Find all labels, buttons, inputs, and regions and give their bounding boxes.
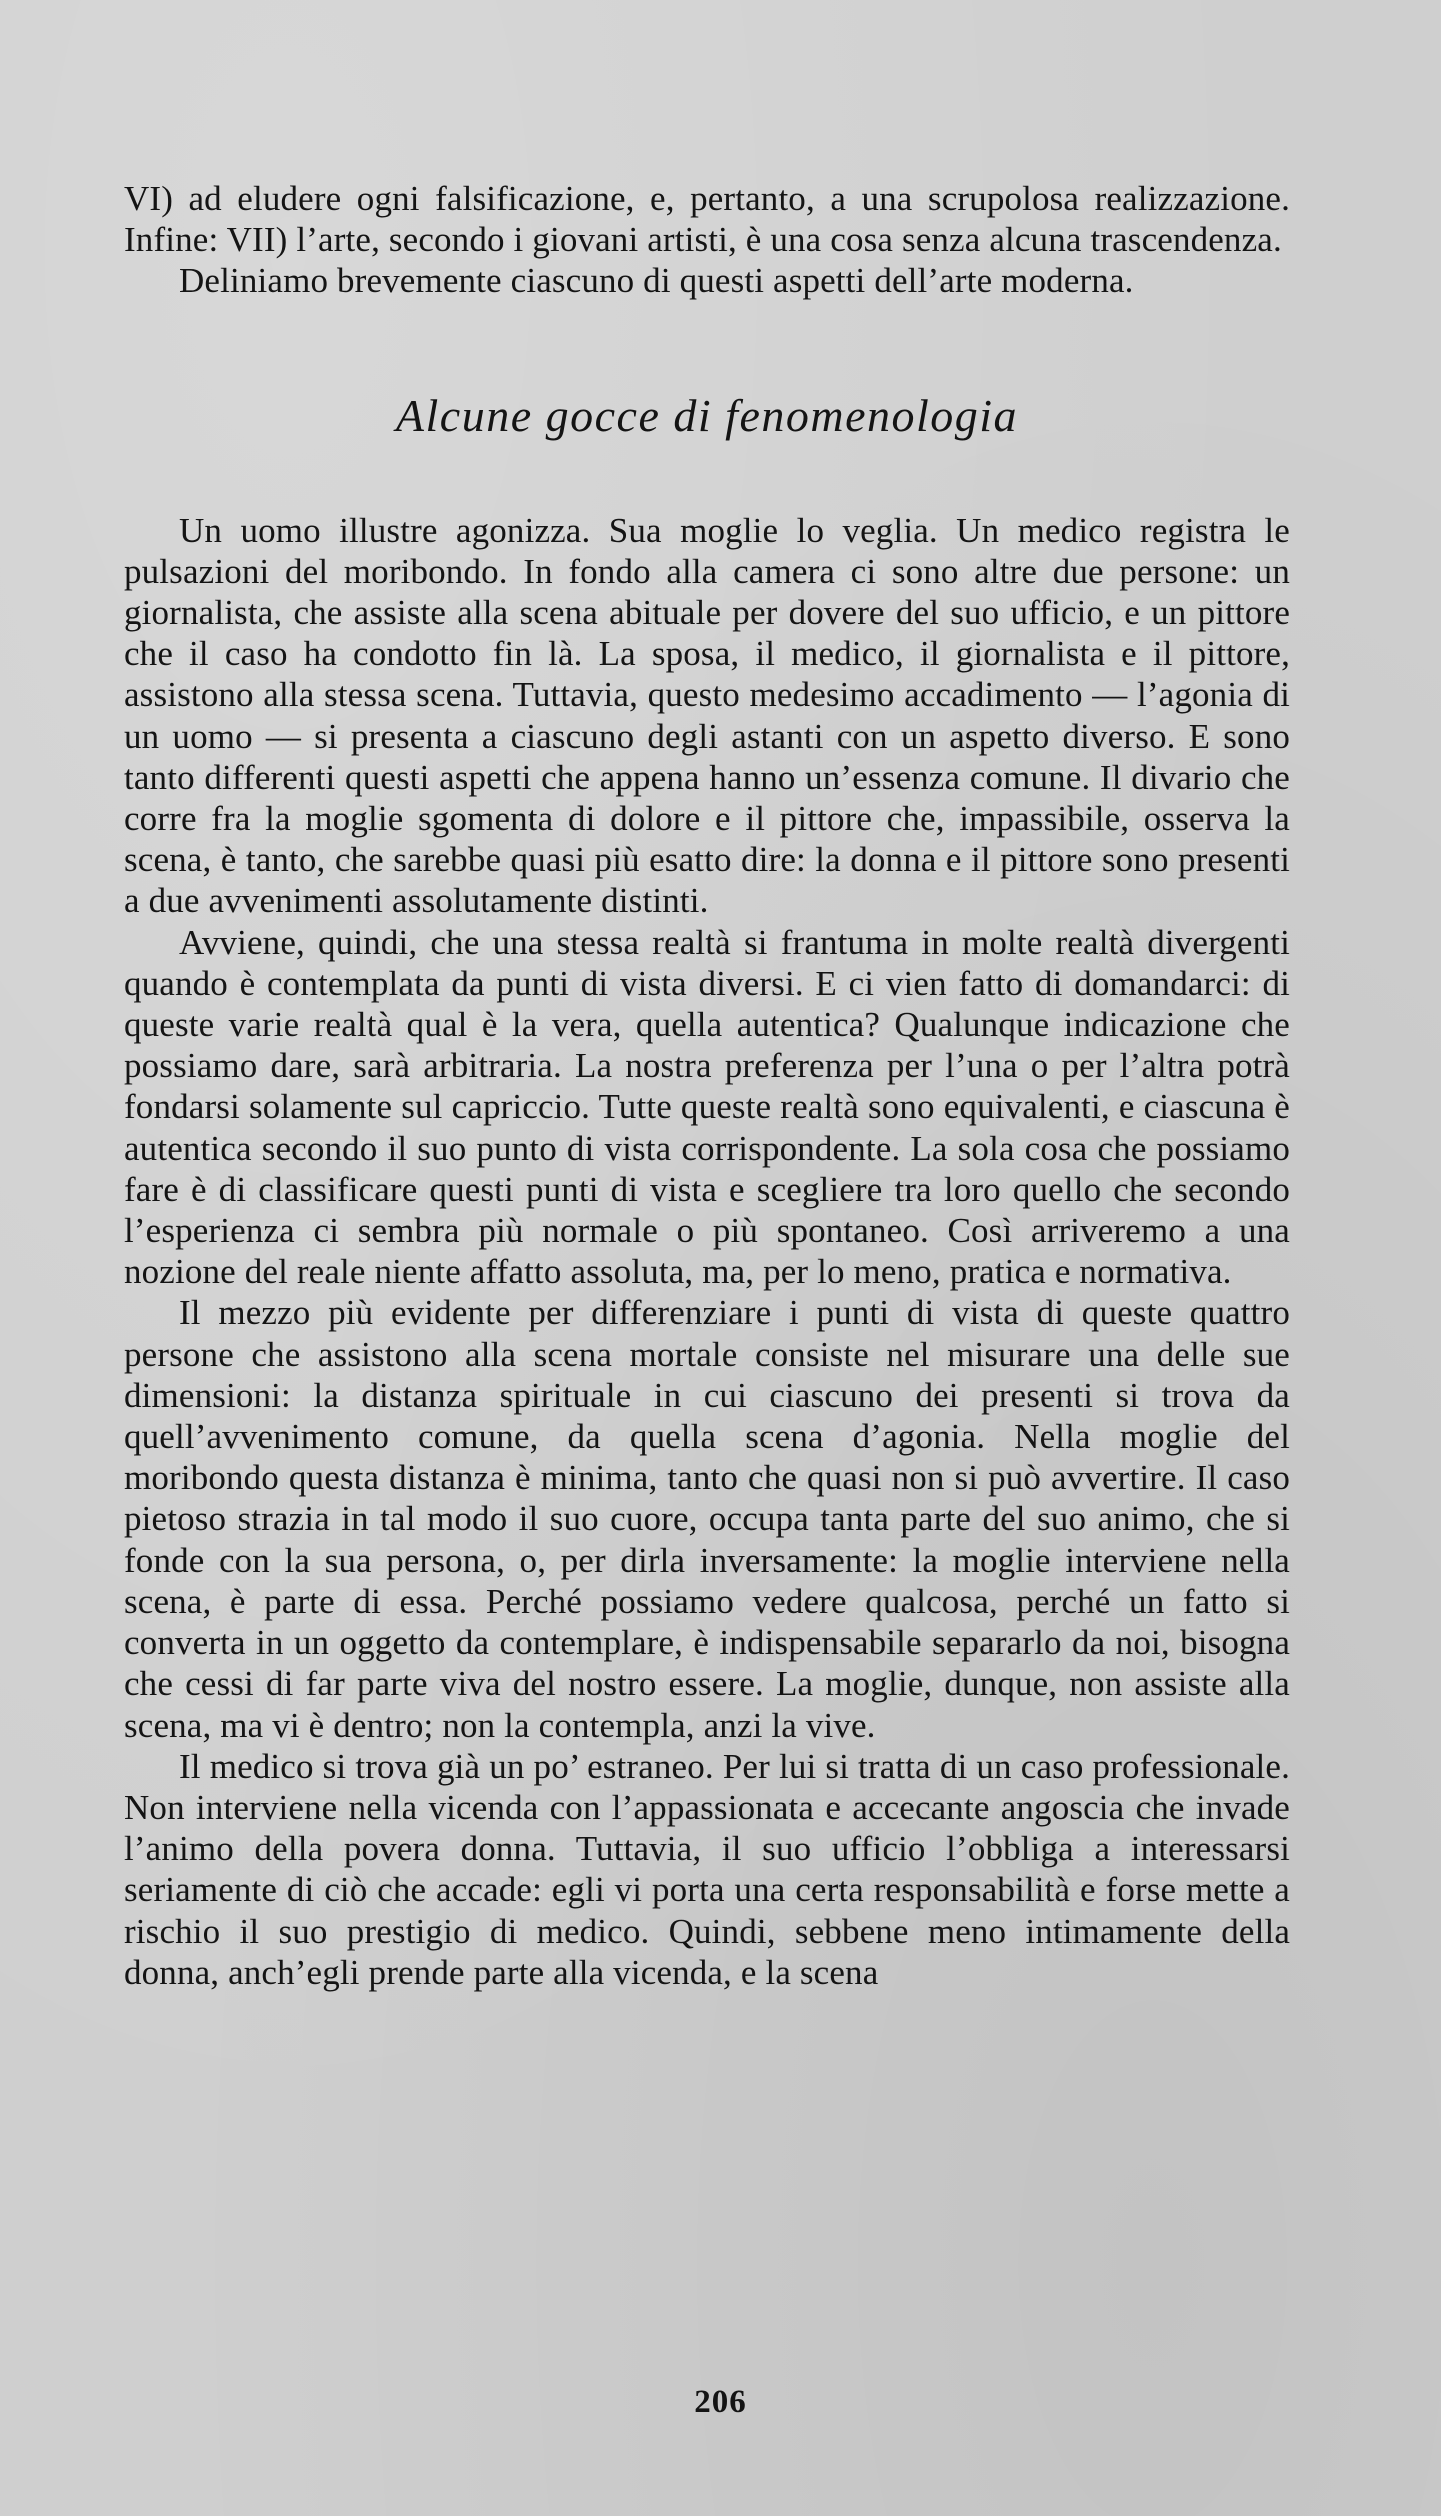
intro-text <box>124 178 1290 302</box>
intro-paragraph-1: VI) ad eludere ogni falsificazione, e, pertanto, a una scrupolosa realizzazione. Infine: VII) l’arte, secondo i giovani artisti, è una cosa senza alcuna trascendenza. <box>124 179 1290 260</box>
body-paragraph-3: Il mezzo più evidente per differenziare i punti di vista di queste quattro persone che assistono alla scena mortale consiste nel misurare una delle sue dimensioni: la distanza spirituale in cui ciascuno dei presenti si trova da quell’avvenimento comune, da quella scena d’agonia. Nella moglie del moribondo questa distanza è minima, tanto che quasi non si può avvertire. Il caso pietoso strazia in tal modo il suo cuore, occupa tanta parte del suo animo, che si fonde con la sua persona, o, per dirla inversamente: la moglie interviene nella scena, è parte di essa. Perché possiamo vedere qualcosa, perché un fatto si converta in un oggetto da contemplare, è indispensabile separarlo da noi, bisogna che cessi di far parte viva del nostro essere. La moglie, dunque, non assiste alla scena, ma vi è dentro; non la contempla, anzi la vive. <box>124 1293 1290 1745</box>
body-paragraph-2: Avviene, quindi, che una stessa realtà si frantuma in molte realtà divergenti quando è contemplata da punti di vista diversi. E ci vien fatto di domandarci: di queste varie realtà qual è la vera, quella autentica? Qualunque indicazione che possiamo dare, sarà arbitraria. La nostra preferenza per l’una o per l’altra potrà fondarsi solamente sul capriccio. Tutte queste realtà sono equivalenti, e ciascuna è autentica secondo il suo punto di vista corrispondente. La sola cosa che possiamo fare è di classificare questi punti di vista e scegliere tra loro quello che secondo l’esperienza ci sembra più normale o più spontaneo. Così arriveremo a una nozione del reale niente affatto assoluta, ma, per lo meno, pratica e normativa. <box>124 922 1290 1292</box>
body-paragraph-1: Un uomo illustre agonizza. Sua moglie lo veglia. Un medico registra le pulsazioni del moribondo. In fondo alla camera ci sono altre due persone: un giornalista, che assiste alla scena abituale per dovere del suo ufficio, e un pittore che il caso ha condotto fin là. La sposa, il medico, il giornalista e il pittore, assistono alla stessa scena. Tuttavia, questo medesimo accadimento — l’agonia di un uomo — si presenta a ciascuno degli astanti con un aspetto diverso. E sono tanto differenti questi aspetti che appena hanno un’essenza comune. Il divario che corre fra la moglie sgomenta di dolore e il pittore che, impassibile, osserva la scena, è tanto, che sarebbe quasi più esatto dire: la donna e il pittore sono presenti a due avvenimenti assolutamente distinti. <box>124 510 1290 921</box>
section-body <box>124 510 1290 1993</box>
page-content <box>124 178 1290 1993</box>
body-paragraph-4: Il medico si trova già un po’ estraneo. Per lui si tratta di un caso professionale. Non interviene nella vicenda con l’appassionata e accecante angoscia che invade l’animo della povera donna. Tuttavia, il suo ufficio l’obbliga a interessarsi seriamente di ciò che accade: egli vi porta una certa responsabilità e forse mette a rischio il suo prestigio di medico. Quindi, sebbene meno intimamente della donna, anch’egli prende parte alla vicenda, e la scena <box>124 1746 1290 1992</box>
intro-paragraph-2: Deliniamo brevemente ciascuno di questi aspetti dell’arte moderna. <box>179 261 1134 301</box>
page-number: 206 <box>694 2384 747 2420</box>
section-title: Alcune gocce di fenomenologia <box>395 389 1019 441</box>
